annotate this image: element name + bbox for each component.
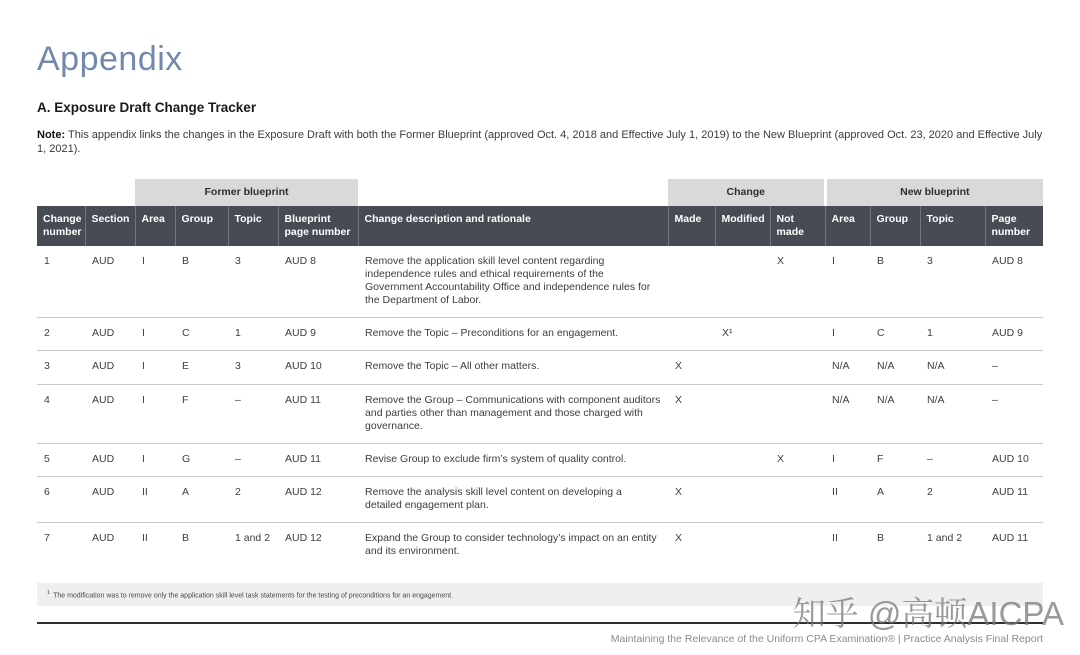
col-header-former-area: Area: [135, 206, 175, 246]
table-cell: 1: [44, 254, 50, 267]
table-cell: N/A: [927, 360, 945, 373]
table-cell: X: [777, 452, 785, 465]
change-description-cell: Expand the Group to consider technology’s impact on an entity and its environment.: [365, 532, 657, 558]
table-cell: AUD 11: [285, 452, 321, 465]
table-cell: –: [235, 393, 241, 406]
group-header-new-blueprint: New blueprint: [825, 179, 1043, 206]
table-cell: AUD 10: [992, 452, 1029, 465]
table-cell: I: [832, 254, 835, 267]
group-header-spacer: [358, 179, 668, 206]
table-row: [37, 443, 1043, 476]
table-cell: [668, 246, 715, 318]
table-cell: 1: [927, 327, 933, 340]
note-text: This appendix links the changes in the Exposure Draft with both the Former Blueprint (approved Oct. 4, 2018 and Effective July 1, 2019) to the New Blueprint (approved Oct. 23, 2020 and Effective July 1, 2021).: [37, 129, 1043, 156]
table-cell: [715, 246, 770, 318]
change-description-cell: Remove the Topic – All other matters.: [365, 360, 540, 373]
change-tracker-table: [37, 179, 1043, 569]
table-cell: F: [182, 393, 189, 406]
table-cell: [715, 523, 770, 569]
col-header-former-topic: Topic: [228, 206, 278, 246]
table-cell: 3: [44, 360, 50, 373]
table-cell: F: [877, 452, 884, 465]
table-cell: I: [142, 360, 145, 373]
change-description-cell: Remove the Group – Communications with component auditors and parties other than management and those charged with governance.: [365, 393, 661, 432]
table-cell: B: [182, 532, 190, 545]
footer-text: Maintaining the Relevance of the Uniform CPA Examination® | Practice Analysis Final Report: [610, 632, 1043, 645]
table-row: [37, 384, 1043, 443]
table-cell: AUD 11: [992, 532, 1029, 545]
table-cell: C: [877, 327, 885, 340]
table-cell: [715, 351, 770, 384]
group-header-spacer: [37, 179, 135, 206]
table-cell: G: [182, 452, 191, 465]
table-cell: 4: [44, 393, 50, 406]
table-cell: [668, 443, 715, 476]
col-header-change-description: Change description and rationale: [358, 206, 668, 246]
col-header-made: Made: [668, 206, 715, 246]
table-cell: B: [182, 254, 190, 267]
table-cell: C: [182, 327, 190, 340]
table-cell: B: [877, 532, 885, 545]
change-description-cell: Revise Group to exclude firm’s system of quality control.: [365, 452, 627, 465]
table-cell: X: [675, 486, 683, 499]
table-cell: AUD 8: [285, 254, 316, 267]
table-cell: N/A: [877, 360, 895, 373]
col-header-not-made: Not made: [770, 206, 825, 246]
column-header-row: [37, 206, 1043, 246]
table-cell: A: [182, 486, 190, 499]
table-cell: 3: [927, 254, 933, 267]
table-cell: I: [142, 393, 145, 406]
table-cell: AUD: [92, 486, 115, 499]
table-cell: N/A: [832, 393, 850, 406]
table-cell: I: [142, 254, 145, 267]
table-cell: –: [992, 360, 998, 373]
table-cell: [770, 523, 825, 569]
table-row: [37, 246, 1043, 318]
table-cell: N/A: [832, 360, 850, 373]
table-cell: AUD: [92, 393, 115, 406]
table-cell: [715, 477, 770, 523]
table-cell: AUD: [92, 327, 115, 340]
table-cell: AUD 11: [992, 486, 1029, 499]
table-cell: 5: [44, 452, 50, 465]
table-cell: AUD 11: [285, 393, 321, 406]
table-cell: N/A: [877, 393, 895, 406]
col-header-new-topic: Topic: [920, 206, 985, 246]
change-description-cell: Remove the analysis skill level content on developing a detailed engagement plan.: [365, 486, 622, 512]
table-cell: [715, 384, 770, 443]
table-cell: E: [182, 360, 190, 373]
table-cell: 3: [235, 254, 241, 267]
table-cell: I: [142, 327, 145, 340]
table-cell: 1 and 2: [927, 532, 963, 545]
table-cell: AUD: [92, 360, 115, 373]
table-cell: 2: [235, 486, 241, 499]
table-cell: –: [235, 452, 241, 465]
table-cell: N/A: [927, 393, 945, 406]
table-cell: AUD: [92, 254, 115, 267]
col-header-former-group: Group: [175, 206, 228, 246]
table-row: [37, 523, 1043, 569]
table-cell: AUD 9: [285, 327, 316, 340]
table-cell: 3: [235, 360, 241, 373]
col-header-blueprint-page-number: Blueprint page number: [278, 206, 358, 246]
table-cell: 7: [44, 532, 50, 545]
table-cell: AUD 12: [285, 532, 322, 545]
table-cell: –: [992, 393, 998, 406]
table-cell: A: [877, 486, 885, 499]
table-row: [37, 318, 1043, 351]
table-cell: I: [832, 452, 835, 465]
col-header-new-page-number: Page number: [985, 206, 1043, 246]
table-cell: I: [142, 452, 145, 465]
note: [37, 128, 1043, 157]
table-cell: 1: [235, 327, 241, 340]
col-header-change-number: Change number: [37, 206, 85, 246]
table-cell: [715, 443, 770, 476]
table-cell: 1 and 2: [235, 532, 271, 545]
table-cell: –: [927, 452, 933, 465]
table-cell: II: [142, 532, 148, 545]
table-cell: II: [142, 486, 148, 499]
table-cell: X¹: [722, 327, 733, 340]
table-cell: X: [777, 254, 785, 267]
table-cell: AUD 12: [285, 486, 322, 499]
table-cell: 2: [927, 486, 933, 499]
table-cell: AUD 10: [285, 360, 322, 373]
table-body: [37, 246, 1043, 569]
col-header-modified: Modified: [715, 206, 770, 246]
table-cell: AUD: [92, 452, 115, 465]
footnote-text: The modification was to remove only the application skill level task statements for the testing of preconditions for an engagement.: [53, 591, 454, 599]
table-cell: 2: [44, 327, 50, 340]
watermark: 知乎 @高顿AICPA: [792, 595, 1064, 632]
table-cell: [668, 318, 715, 351]
group-header-change: Change: [668, 179, 825, 206]
table-cell: AUD: [92, 532, 115, 545]
table-cell: X: [675, 532, 683, 545]
table-cell: I: [832, 327, 835, 340]
table-cell: 6: [44, 486, 50, 499]
table-cell: X: [675, 393, 683, 406]
group-header-former-blueprint: Former blueprint: [135, 179, 358, 206]
change-description-cell: Remove the Topic – Preconditions for an engagement.: [365, 327, 619, 340]
table-cell: II: [832, 532, 838, 545]
table-cell: [770, 318, 825, 351]
table-row: [37, 351, 1043, 384]
col-header-new-area: Area: [825, 206, 870, 246]
col-header-section: Section: [85, 206, 135, 246]
col-header-new-group: Group: [870, 206, 920, 246]
table-cell: B: [877, 254, 885, 267]
table-cell: AUD 9: [992, 327, 1023, 340]
table-cell: II: [832, 486, 838, 499]
table-cell: AUD 8: [992, 254, 1023, 267]
page-title: Appendix: [37, 40, 183, 78]
table-row: [37, 477, 1043, 523]
table-cell: [770, 477, 825, 523]
footnote-marker: 1: [47, 589, 51, 596]
group-header-row: [37, 179, 1043, 206]
change-description-cell: Remove the application skill level content regarding independence rules and ethical requirements of the Government Accountability Office and independence rules for the Department of Labor.: [365, 254, 651, 307]
table-cell: X: [675, 360, 683, 373]
table-cell: [770, 351, 825, 384]
table-cell: [770, 384, 825, 443]
section-heading: A. Exposure Draft Change Tracker: [37, 100, 257, 115]
note-label: Note:: [37, 129, 66, 141]
